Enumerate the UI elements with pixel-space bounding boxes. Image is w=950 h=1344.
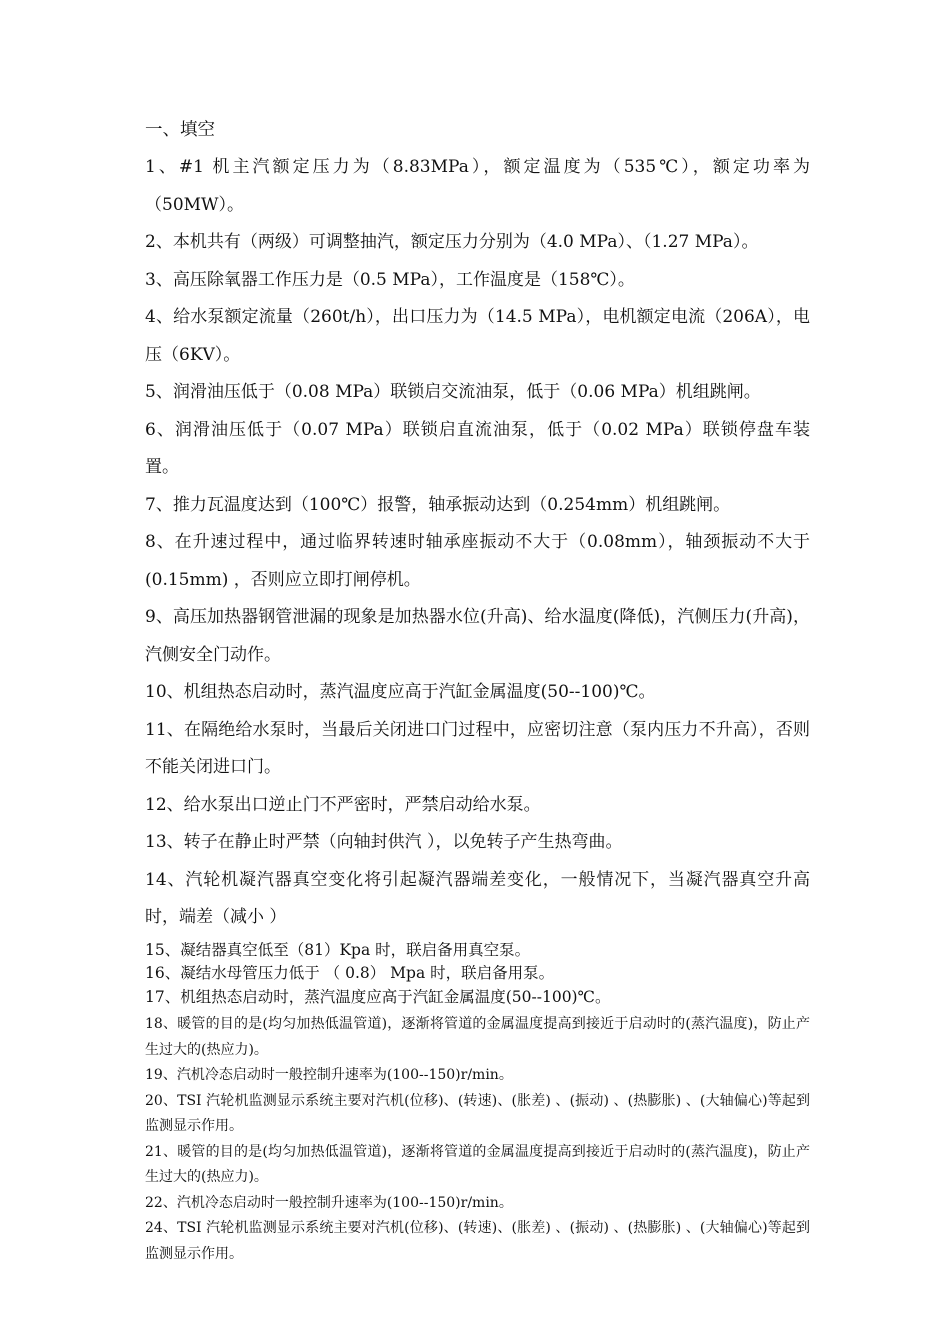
list-item: 22、汽机冷态启动时一般控制升速率为(100--150)r/min。 [145, 1194, 513, 1211]
list-item: 17、机组热态启动时，蒸汽温度应高于汽缸金属温度(50--100)℃。 [145, 987, 611, 1006]
section-title: 一、填空 [145, 120, 215, 140]
list-item: 3、高压除氧器工作压力是（0.5 MPa），工作温度是（158℃）。 [145, 269, 635, 290]
list-item: 16、凝结水母管压力低于 （ 0.8） Mpa 时，联启备用泵。 [145, 964, 555, 982]
list-item: 14、汽轮机凝汽器真空变化将引起凝汽器端差变化，一般情况下，当凝汽器真空升高时，端差（减小 ） [145, 869, 810, 927]
list-item: 1、#1 机主汽额定压力为（8.83MPa），额定温度为（535℃），额定功率为（50MW）。 [145, 157, 810, 215]
list-item: 18、暖管的目的是(均匀加热低温管道)，逐渐将管道的金属温度提高到接近于启动时的(蒸汽温度)，防止产生过大的(热应力)。 [145, 1016, 810, 1058]
list-item: 15、凝结器真空低至（81）Kpa 时，联启备用真空泵。 [145, 940, 531, 959]
list-item: 9、高压加热器钢管泄漏的现象是加热器水位(升高)、给水温度(降低)，汽侧压力(升高)，汽侧安全门动作。 [145, 607, 810, 665]
list-item: 6、润滑油压低于（0.07 MPa）联锁启直流油泵，低于（0.02 MPa）联锁停盘车装置。 [145, 419, 810, 477]
list-item: 11、在隔绝给水泵时，当最后关闭进口门过程中，应密切注意（泵内压力不升高），否则不能关闭进口门。 [145, 719, 810, 777]
list-item: 19、汽机冷态启动时一般控制升速率为(100--150)r/min。 [145, 1067, 513, 1083]
list-item: 5、润滑油压低于（0.08 MPa）联锁启交流油泵，低于（0.06 MPa）机组跳闸。 [145, 382, 761, 402]
list-item: 20、TSI 汽轮机监测显示系统主要对汽机(位移)、(转速)、(胀差) 、(振动) 、(热膨胀) 、(大轴偏心)等起到监测显示作用。 [145, 1092, 810, 1134]
list-item: 7、推力瓦温度达到（100℃）报警，轴承振动达到（0.254mm）机组跳闸。 [145, 494, 731, 515]
list-item: 21、暖管的目的是(均匀加热低温管道)，逐渐将管道的金属温度提高到接近于启动时的(蒸汽温度)，防止产生过大的(热应力)。 [145, 1143, 810, 1185]
list-item: 24、TSI 汽轮机监测显示系统主要对汽机(位移)、(转速)、(胀差) 、(振动) 、(热膨胀) 、(大轴偏心)等起到监测显示作用。 [145, 1220, 810, 1262]
list-item: 13、转子在静止时严禁（向轴封供汽 ），以免转子产生热弯曲。 [145, 832, 623, 852]
list-item: 8、在升速过程中，通过临界转速时轴承座振动不大于（0.08mm），轴颈振动不大于(0.15mm) ，否则应立即打闸停机。 [145, 532, 810, 590]
list-item: 4、给水泵额定流量（260t/h），出口压力为（14.5 MPa），电机额定电流（206A），电压（6KV）。 [145, 307, 810, 365]
document-body [145, 112, 810, 1267]
list-item: 12、给水泵出口逆止门不严密时，严禁启动给水泵。 [145, 794, 541, 815]
list-item: 10、机组热态启动时，蒸汽温度应高于汽缸金属温度(50--100)℃。 [145, 682, 656, 702]
list-item: 2、本机共有（两级）可调整抽汽，额定压力分别为（4.0 MPa）、（1.27 MPa）。 [145, 232, 759, 252]
